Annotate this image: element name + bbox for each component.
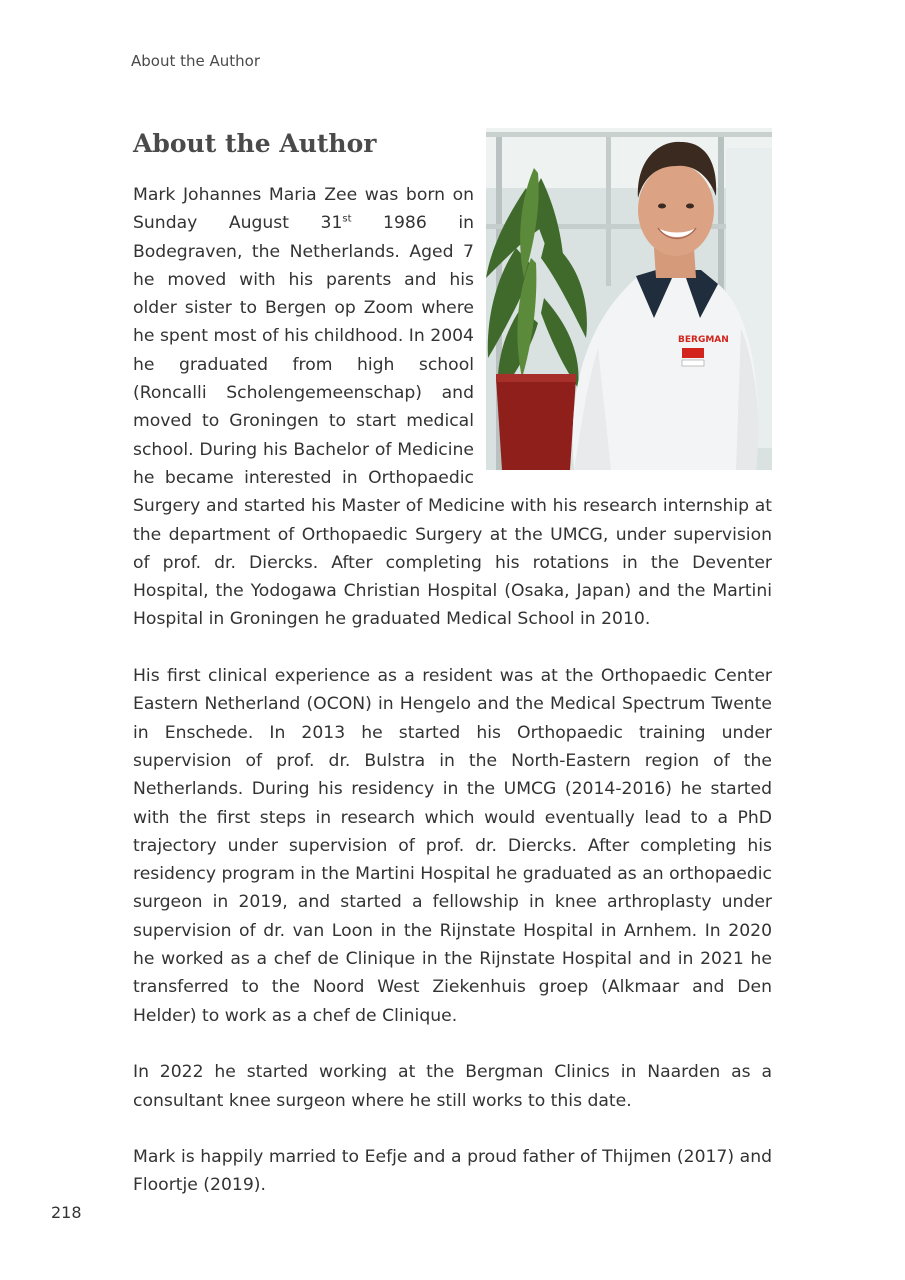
paragraph-4: Mark is happily married to Eefje and a proud father of Thijmen (2017) and Floortje (2019). <box>133 1147 772 1196</box>
ordinal-suffix: st <box>342 213 352 225</box>
paragraph-3: In 2022 he started working at the Bergman Clinics in Naarden as a consultant knee surgeon where he still works to this date. <box>133 1062 772 1111</box>
page-title: About the Author <box>133 129 377 158</box>
coat-logo-text: BERGMAN <box>678 335 729 345</box>
paragraph-1-text-start: Mark Johannes Maria Zee was born on Sunday August 31 <box>133 185 474 234</box>
paragraph-2: His first clinical experience as a resident was at the Orthopaedic Center Eastern Netherland (OCON) in Hengelo and the Medical Spectrum Twente in Enschede. In 2013 he started his Orthopaedic training under supervision of prof. dr. Bulstra in the North-Eastern region of the Netherlands. During his residency in the UMCG (2014-2016) he started with the first steps in research which would eventually lead to a PhD trajectory under supervision of prof. dr. Diercks. After completing his residency program in the Martini Hospital he graduated as an orthopaedic surgeon in 2019, and started a fellowship in knee arthroplasty under supervision of dr. van Loon in the Rijnstate Hospital in Arnhem. In 2020 he worked as a chef de Clinique in the Rijnstate Hospital and in 2021 he transferred to the Noord West Ziekenhuis groep (Alkmaar and Den Helder) to work as a chef de Clinique. <box>133 666 772 1026</box>
running-header: About the Author <box>131 52 261 70</box>
author-photo <box>486 128 772 470</box>
paragraph-1-text-rest: 1986 in Bodegraven, the Netherlands. Aged 7 he moved with his parents and his older sister to Bergen op Zoom where he spent most of his childhood. In 2004 he graduated from high school (Roncalli Scholengemeenschap) and moved to Groningen to start medical school. During his Bachelor of Medicine he became interested in Orthopaedic Surgery and started his Master of Medicine with his research internship at the department of Orthopaedic Surgery at the UMCG, under supervision of prof. dr. Diercks. After completing his rotations in the Deventer Hospital, the Yodogawa Christian Hospital (Osaka, Japan) and the Martini Hospital in Groningen he graduated Medical School in 2010. <box>133 213 772 630</box>
article-body <box>133 126 772 1228</box>
page-number: 218 <box>51 1203 82 1222</box>
